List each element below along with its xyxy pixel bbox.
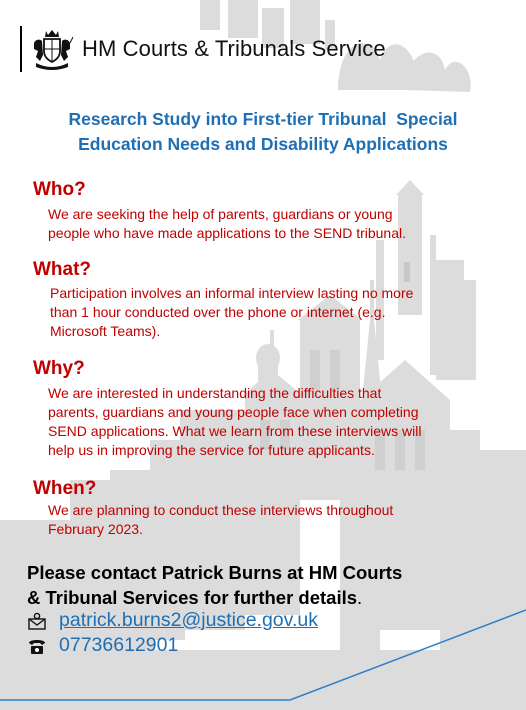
section-heading-when: When? bbox=[33, 478, 97, 499]
telephone-icon bbox=[27, 637, 47, 655]
page-title bbox=[14, 107, 512, 157]
section-body-what bbox=[50, 284, 480, 341]
body-line: Participation involves an informal interview lasting no more bbox=[50, 285, 414, 301]
email-row bbox=[27, 609, 318, 632]
body-line: We are seeking the help of parents, guardians or young bbox=[48, 206, 393, 222]
header-divider bbox=[20, 26, 22, 72]
body-line: Microsoft Teams). bbox=[50, 323, 161, 339]
body-line: We are planning to conduct these interviews throughout bbox=[48, 502, 394, 518]
body-line: than 1 hour conducted over the phone or internet (e.g. bbox=[50, 304, 386, 320]
body-line: We are interested in understanding the difficulties that bbox=[48, 385, 382, 401]
email-link[interactable]: patrick.burns2@justice.gov.uk bbox=[59, 609, 318, 631]
contact-line-2-suffix: . bbox=[357, 587, 363, 608]
body-line: people who have made applications to the SEND tribunal. bbox=[48, 225, 406, 241]
body-line: help us in improving the service for future applicants. bbox=[48, 442, 375, 458]
title-line-1: Research Study into First-tier Tribunal Special bbox=[68, 109, 458, 129]
header bbox=[20, 24, 386, 74]
envelope-person-icon bbox=[27, 612, 47, 630]
section-body-why bbox=[48, 384, 478, 460]
body-line: February 2023. bbox=[48, 521, 143, 537]
section-heading-what: What? bbox=[33, 259, 92, 280]
body-line: SEND applications. What we learn from these interviews will bbox=[48, 423, 422, 439]
section-body-who bbox=[48, 205, 478, 243]
contact-statement bbox=[27, 560, 497, 610]
phone-row bbox=[27, 634, 178, 657]
contact-line-2-text: & Tribunal Services for further details bbox=[27, 587, 358, 608]
section-heading-why: Why? bbox=[33, 358, 85, 379]
section-body-when bbox=[48, 501, 478, 539]
body-line: parents, guardians and young people face when completing bbox=[48, 404, 419, 420]
phone-link[interactable]: 07736612901 bbox=[59, 634, 179, 656]
organisation-name: HM Courts & Tribunals Service bbox=[82, 36, 386, 61]
section-heading-who: Who? bbox=[33, 179, 86, 200]
contact-line-1: Please contact Patrick Burns at HM Courts bbox=[27, 562, 403, 583]
contact-line-2 bbox=[27, 585, 497, 610]
title-line-2: Education Needs and Disability Applications bbox=[78, 134, 448, 154]
royal-coat-of-arms-icon bbox=[30, 27, 74, 71]
